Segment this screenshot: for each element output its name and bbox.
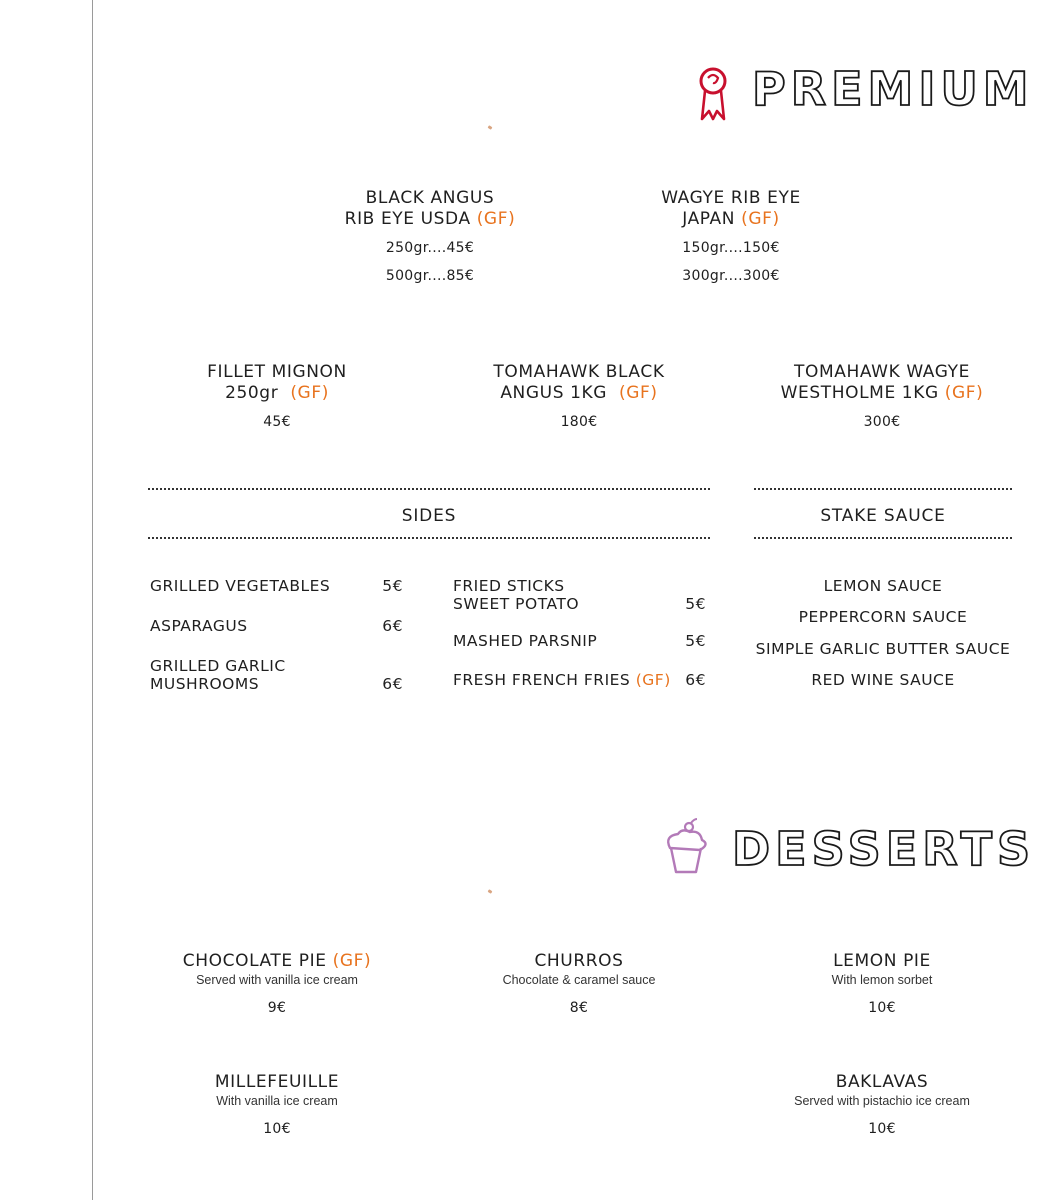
dessert-price: 8€	[569, 1000, 589, 1016]
dessert-item-millefeuille	[162, 1072, 392, 1137]
side-price: 5€	[685, 595, 706, 613]
decorative-mark	[488, 125, 493, 130]
side-name: FRIED STICKS	[453, 577, 565, 595]
gluten-free-badge: (GF)	[476, 209, 516, 229]
dotted-divider	[754, 488, 1012, 490]
item-name-line1: BLACK ANGUS	[365, 188, 495, 208]
side-price: 5€	[382, 577, 403, 595]
side-name-line2: MUSHROOMS	[150, 675, 260, 693]
sides-title: SIDES	[401, 506, 457, 526]
dessert-name: LEMON PIE	[833, 951, 931, 971]
dotted-divider	[754, 537, 1012, 539]
item-name-line2	[620, 209, 842, 230]
dessert-name-row	[162, 951, 392, 972]
item-name-line2	[320, 209, 540, 230]
item-price: 250gr....45€	[385, 240, 475, 256]
dotted-divider	[148, 488, 710, 490]
item-name-text: RIB EYE USDA	[344, 209, 471, 229]
dessert-item-churros	[464, 951, 694, 1016]
dessert-name: BAKLAVAS	[835, 1072, 929, 1092]
side-item-grilled-vegetables	[150, 577, 405, 595]
item-price: 300€	[863, 414, 901, 430]
gluten-free-badge: (GF)	[635, 671, 671, 689]
side-name: FRESH FRENCH FRIES	[453, 671, 631, 689]
item-price: 45€	[263, 414, 291, 430]
item-name-line2	[170, 383, 384, 404]
dessert-description: With vanilla ice cream	[216, 1094, 338, 1108]
item-price: 500gr....85€	[385, 268, 475, 284]
side-price: 6€	[382, 675, 403, 693]
menu-item-tomahawk-wagye	[762, 362, 1002, 430]
desserts-header	[662, 818, 1036, 882]
premium-header	[696, 60, 1034, 124]
desserts-title: DESSERTS	[732, 822, 1036, 876]
sauce-item: PEPPERCORN SAUCE	[798, 608, 968, 626]
gluten-free-badge: (GF)	[290, 383, 329, 403]
side-price: 5€	[685, 632, 706, 650]
item-name-line2	[762, 383, 1002, 404]
item-price: 150gr....150€	[682, 240, 780, 256]
side-name: GRILLED GARLIC	[150, 657, 286, 675]
side-name: ASPARAGUS	[150, 617, 248, 635]
item-name-text: JAPAN	[682, 209, 736, 229]
gluten-free-badge: (GF)	[741, 209, 780, 229]
dessert-name: MILLEFEUILLE	[214, 1072, 340, 1092]
item-name-line2	[466, 383, 692, 404]
sauce-item: LEMON SAUCE	[823, 577, 943, 595]
side-item-fried-sticks-sweet-potato	[453, 577, 708, 613]
dessert-name: CHURROS	[534, 951, 624, 971]
decorative-mark	[488, 889, 493, 894]
menu-item-black-angus	[320, 188, 540, 284]
side-item-mashed-parsnip	[453, 632, 708, 650]
premium-title: PREMIUM	[752, 62, 1034, 116]
item-name-line1: TOMAHAWK BLACK	[493, 362, 665, 382]
cupcake-icon	[662, 818, 710, 876]
sauce-item: SIMPLE GARLIC BUTTER SAUCE	[755, 640, 1011, 658]
dessert-item-chocolate-pie	[162, 951, 392, 1016]
side-name: GRILLED VEGETABLES	[150, 577, 331, 595]
menu-item-tomahawk-black-angus	[466, 362, 692, 430]
side-price: 6€	[685, 671, 706, 689]
dessert-price: 10€	[263, 1121, 291, 1137]
gluten-free-badge: (GF)	[619, 383, 658, 403]
item-price: 180€	[560, 414, 598, 430]
item-name-line1: TOMAHAWK WAGYE	[794, 362, 970, 382]
gluten-free-badge: (GF)	[944, 383, 984, 403]
dessert-price: 9€	[267, 1000, 287, 1016]
dessert-item-lemon-pie	[767, 951, 997, 1016]
dessert-price: 10€	[868, 1121, 896, 1137]
dessert-description: Served with pistachio ice cream	[794, 1094, 970, 1108]
item-price: 300gr....300€	[682, 268, 780, 284]
page-binding-margin	[0, 0, 93, 1200]
menu-item-wagye-rib-eye	[620, 188, 842, 284]
ribbon-award-icon	[696, 64, 730, 122]
dessert-description: With lemon sorbet	[831, 973, 933, 987]
item-name-text: WESTHOLME 1KG	[780, 383, 939, 403]
gluten-free-badge: (GF)	[332, 951, 372, 971]
dessert-price: 10€	[868, 1000, 896, 1016]
dessert-item-baklavas	[767, 1072, 997, 1137]
dessert-description: Chocolate & caramel sauce	[502, 973, 656, 987]
sauce-title: STAKE SAUCE	[820, 506, 946, 526]
item-name-line1: FILLET MIGNON	[207, 362, 347, 382]
side-price: 6€	[382, 617, 403, 635]
side-item-asparagus	[150, 617, 405, 635]
item-name-text: 250gr	[225, 383, 279, 403]
side-item-fresh-french-fries	[453, 671, 708, 689]
dessert-description: Served with vanilla ice cream	[196, 973, 358, 987]
item-name-text: ANGUS 1KG	[500, 383, 608, 403]
sauce-item: RED WINE SAUCE	[811, 671, 955, 689]
side-name: MASHED PARSNIP	[453, 632, 598, 650]
menu-item-fillet-mignon	[170, 362, 384, 430]
dessert-name: CHOCOLATE PIE	[182, 951, 327, 971]
item-name-line1: WAGYE RIB EYE	[661, 188, 801, 208]
side-item-grilled-garlic-mushrooms	[150, 657, 405, 693]
side-name-line2: SWEET POTATO	[453, 595, 580, 613]
dotted-divider	[148, 537, 710, 539]
